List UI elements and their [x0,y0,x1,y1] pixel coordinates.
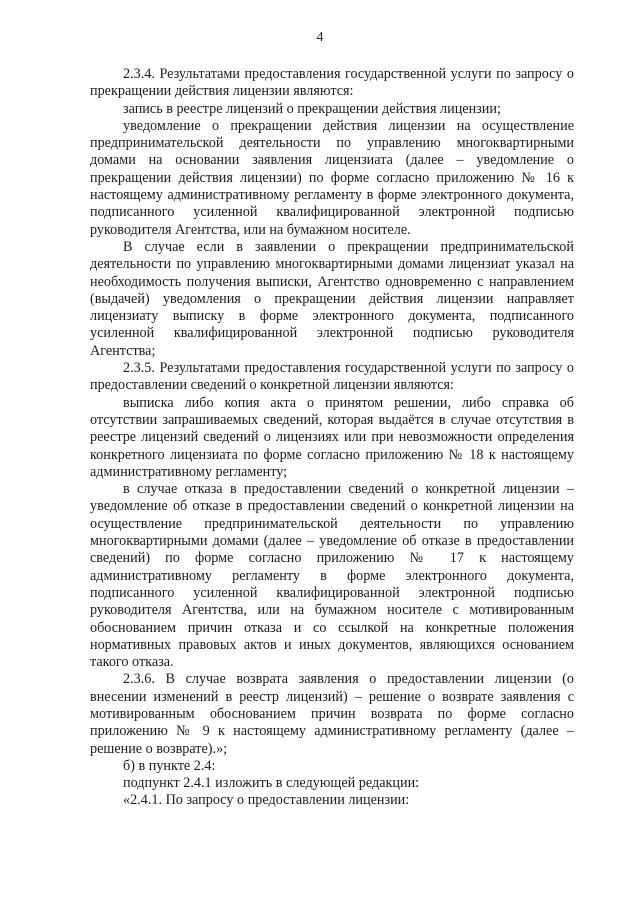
document-body [90,66,574,810]
paragraph-extract-request: В случае если в заявлении о прекращении предпринимательской деятельности по управлению многоквартирными домами лицензиат указал на необходимость получения выписки, Агентство одновременно с направлением (выдачей) уведомления о прекращении действия лицензии направляет лицензиату выписку в форме электронного документа, подписанного усиленной квалифицированной электронной подписью руководителя Агентства; [90,238,574,359]
paragraph-refusal-notice: в случае отказа в предоставлении сведений о конкретной лицензии – уведомление об отказе в предоставлении сведений о конкретной лицензии на осуществление предпринимательской деятельности по управлению многоквартирными домами (далее – уведомление об отказе в предоставлении сведений) по форме согласно приложению № 17 к настоящему административному регламенту в форме электронного документа, подписанного усиленной квалифицированной электронной подписью руководителя Агентства, или на бумажном носителе с мотивированным обоснованием причин отказа и со ссылкой на конкретные положения нормативных правовых актов и иных документов, являющихся основанием такого отказа. [90,481,574,671]
paragraph-2-4-1: «2.4.1. По запросу о предоставлении лицензии: [123,792,410,809]
paragraph-registry-entry: запись в реестре лицензий о прекращении действия лицензии; [123,100,501,117]
paragraph-subitem-2-4-1: подпункт 2.4.1 изложить в следующей редакции: [123,775,420,792]
paragraph-termination-notice: уведомление о прекращении действия лицензии на осуществление предпринимательской деятельности по управлению многоквартирными домами на основании заявления лицензиата (далее – уведомление о прекращении действия лицензии) по форме согласно приложению № 16 к настоящему административному регламенту в форме электронного документа, подписанного усиленной квалифицированной электронной подписью руководителя Агентства, или на бумажном носителе. [90,117,574,238]
paragraph-extract-or-copy: выписка либо копия акта о принятом решении, либо справка об отсутствии запрашиваемых сведений, которая выдаётся в случае отсутствия в реестре лицензий сведений о лицензиях или при невозможности определения конкретного лицензиата по форме согласно приложению № 18 к настоящему административному регламенту; [90,394,574,480]
paragraph-2-3-6: 2.3.6. В случае возврата заявления о предоставлении лицензии (о внесении изменений в реестр лицензий) – решение о возврате заявления с мотивированным обоснованием причин возврата по форме согласно приложению № 9 к настоящему административному регламенту (далее – решение о возврате).»; [90,671,574,757]
paragraph-item-b: б) в пункте 2.4: [123,757,216,774]
paragraph-2-3-4: 2.3.4. Результатами предоставления государственной услуги по запросу о прекращении действия лицензии являются: [90,66,574,100]
page-number: 4 [316,30,324,45]
paragraph-2-3-5: 2.3.5. Результатами предоставления государственной услуги по запросу о предоставлении сведений о конкретной лицензии являются: [90,360,574,394]
